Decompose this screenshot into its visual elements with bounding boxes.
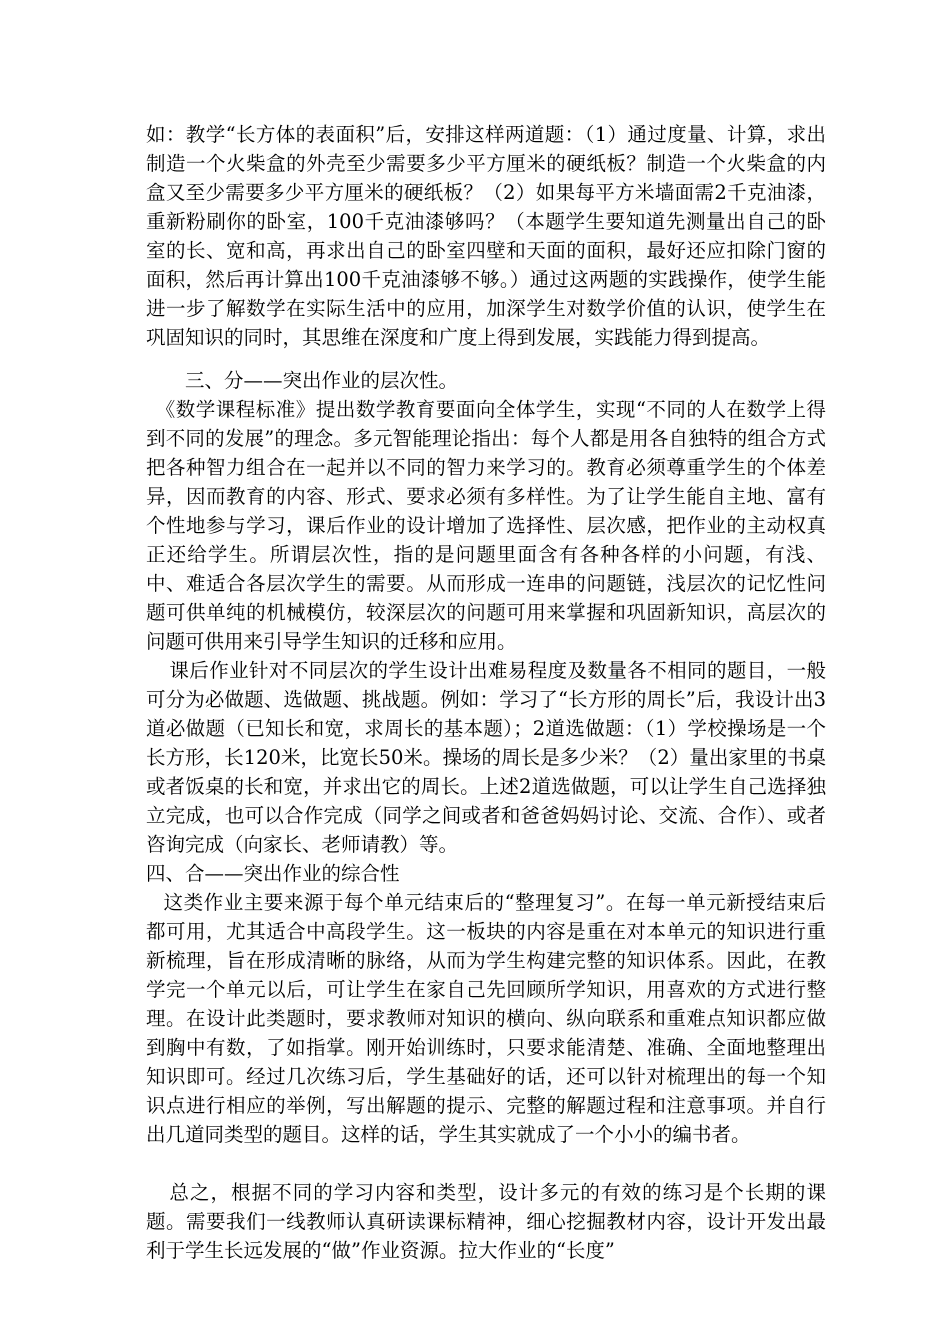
paragraph-example-surface-area: 如：教学“长方体的表面积”后，安排这样两道题：（1）通过度量、计算，求出制造一个火柴盒的外壳至少需要多少平方厘米的硬纸板？制造一个火柴盒的内盒又至少需要多少平方厘米的硬纸板？（2）如果每平方米墙面需2千克油漆，重新粉刷你的卧室，100千克油漆够吗？（本题学生要知道先测量出自己的卧室的长、宽和高，再求出自己的卧室四壁和天面的面积，最好还应扣除门窗的面积，然后再计算出100千克油漆够不够。）通过这两题的实践操作，使学生能进一步了解数学在实际生活中的应用，加深学生对数学价值的认识，使学生在巩固知识的同时，其思维在深度和广度上得到发展，实践能力得到提高。 — [146, 123, 826, 349]
section-heading-3: 三、分——突出作业的层次性。 — [185, 369, 459, 392]
paragraph-homework-levels: 课后作业针对不同层次的学生设计出难易程度及数量各不相同的题目，一般可分为必做题、选做题、挑战题。例如：学习了“长方形的周长”后，我设计出3道必做题（已知长和宽，求周长的基本题）；2道选做题：（1）学校操场是一个长方形，长120米，比宽长50米。操场的周长是多少米？（2）量出家里的书桌或者饭桌的长和宽，并求出它的周长。上述2道选做题，可以让学生自己选择独立完成，也可以合作完成（同学之间或者和爸爸妈妈讨论、交流、合作）、或者咨询完成（向家长、老师请教）等。 — [146, 659, 826, 856]
paragraph-review-homework: 这类作业主要来源于每个单元结束后的“整理复习”。在每一单元新授结束后都可用，尤其适合中高段学生。这一板块的内容是重在对本单元的知识进行重新梳理，旨在形成清晰的脉络，从而为学生构建完整的知识体系。因此，在教学完一个单元以后，可让学生在家自己先回顾所学知识，用喜欢的方式进行整理。在设计此类题时，要求教师对知识的横向、纵向联系和重难点知识都应做到胸中有数，了如指掌。刚开始训练时，只要求能清楚、准确、全面地整理出知识即可。经过几次练习后，学生基础好的话，还可以针对梳理出的每一个知识点进行相应的举例，写出解题的提示、完整的解题过程和注意事项。并自行出几道同类型的题目。这样的话，学生其实就成了一个小小的编书者。 — [146, 891, 826, 1146]
paragraph-conclusion: 总之，根据不同的学习内容和类型，设计多元的有效的练习是个长期的课题。需要我们一线教师认真研读课标精神，细心挖掘教材内容，设计开发出最利于学生长远发展的“做”作业资源。拉大作业的“长度” — [146, 1181, 826, 1262]
document-page — [146, 120, 826, 1265]
section-heading-4: 四、合——突出作业的综合性 — [146, 862, 400, 885]
paragraph-curriculum-standard: 《数学课程标准》提出数学教育要面向全体学生，实现“不同的人在数学上得到不同的发展”的理念。多元智能理论指出：每个人都是用各自独特的组合方式把各种智力组合在一起并以不同的智力来学习的。教育必须尊重学生的个体差异，因而教育的内容、形式、要求必须有多样性。为了让学生能自主地、富有个性地参与学习，课后作业的设计增加了选择性、层次感，把作业的主动权真正还给学生。所谓层次性，指的是问题里面含有各种各样的小问题，有浅、中、难适合各层次学生的需要。从而形成一连串的问题链，浅层次的记忆性问题可供单纯的机械模仿，较深层次的问题可用来掌握和巩固新知识，高层次的问题可供用来引导学生知识的迁移和应用。 — [146, 398, 826, 653]
